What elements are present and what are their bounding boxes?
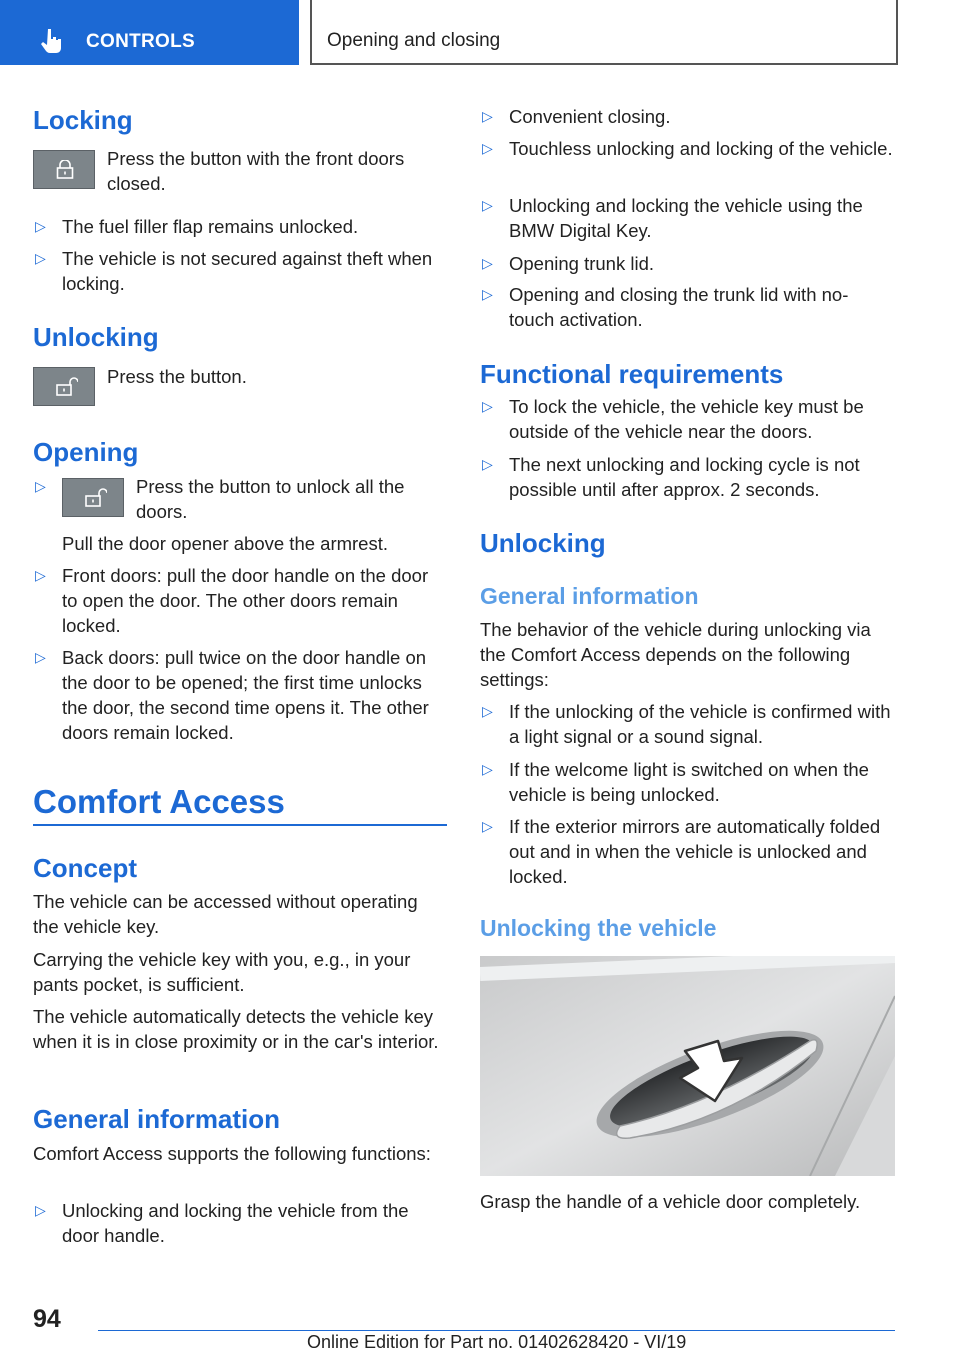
triangle-right-icon: ▷ [482,197,493,213]
lock-open-icon [56,377,78,397]
triangle-right-icon: ▷ [482,703,493,719]
triangle-right-icon: ▷ [35,649,46,665]
concept-heading: Concept [33,853,137,883]
list-item: ▷ Convenient closing. [482,106,671,127]
lock-button-image [33,150,95,189]
list-item: ▷ If the welcome light is switched on when the vehicle is being unlocked. [482,759,869,805]
concept-paragraph: Carrying the vehicle key with you, e.g., in your pants pocket, is sufficient. [33,949,411,995]
list-item: ▷ Unlocking and locking the vehicle using the BMW Digital Key. [482,195,863,241]
heading-rule [33,824,447,826]
list-item: ▷ The vehicle is not secured against theft when locking. [35,248,433,294]
edition-text: Online Edition for Part no. 01402628420 - VI/19 [307,1332,687,1352]
opening-step-sub: Pull the door opener above the armrest. [62,533,388,554]
unlocking-heading: Unlocking [480,528,606,558]
page-number: 94 [33,1305,61,1333]
list-item: ▷ The next unlocking and locking cycle is not possible until after approx. 2 seconds. [482,454,860,500]
list-item: ▷ The fuel filler flap remains unlocked. [35,216,359,237]
concept-paragraph: The vehicle can be accessed without operating the vehicle key. [33,891,418,937]
chapter-header [310,0,898,65]
opening-heading: Opening [33,437,139,467]
list-item: ▷ Front doors: pull the door handle on the door to open the door. The other doors remain locked. [35,565,429,636]
locking-heading: Locking [33,105,133,135]
list-item: ▷ Unlocking and locking the vehicle from the door handle. [35,1200,409,1246]
triangle-right-icon: ▷ [482,140,493,156]
list-item: ▷ Opening trunk lid. [482,253,655,274]
triangle-right-icon: ▷ [482,108,493,124]
hand-pointer-icon [40,28,64,54]
triangle-right-icon: ▷ [482,818,493,834]
triangle-right-icon: ▷ [482,398,493,414]
footer-rule [98,1330,895,1331]
unlock-button-image [62,478,124,517]
triangle-right-icon: ▷ [482,456,493,472]
list-item: ▷ Touchless unlocking and locking of the vehicle. [482,138,893,159]
triangle-right-icon: ▷ [482,286,493,302]
section-label: CONTROLS [86,31,196,52]
triangle-right-icon: ▷ [482,761,493,777]
general-info-text: The behavior of the vehicle during unlocking via the Comfort Access depends on the following settings: [480,619,871,690]
general-info-text: Comfort Access supports the following functions: [33,1143,431,1164]
door-handle-photo [480,956,895,1176]
opening-step-text: Press the button to unlock all the doors. [136,476,405,522]
triangle-right-icon: ▷ [35,218,46,234]
list-item: ▷ If the unlocking of the vehicle is confirmed with a light signal or a sound signal. [482,701,891,747]
lock-open-icon [85,488,107,508]
list-item: ▷ To lock the vehicle, the vehicle key must be outside of the vehicle near the doors. [482,396,864,442]
general-info-subheading: General information [480,583,699,609]
unlocking-heading: Unlocking [33,322,159,352]
photo-caption: Grasp the handle of a vehicle door completely. [480,1191,861,1212]
lock-closed-icon [56,160,74,180]
chapter-title: Opening and closing [327,30,501,51]
functional-requirements-heading: Functional requirements [480,359,784,389]
unlocking-vehicle-subheading: Unlocking the vehicle [480,915,717,941]
triangle-right-icon: ▷ [35,1202,46,1218]
unlock-button-image [33,367,95,406]
triangle-right-icon: ▷ [35,567,46,583]
list-item: ▷ If the exterior mirrors are automatically folded out and in when the vehicle is unlocked and locked. [482,816,881,887]
triangle-right-icon: ▷ [35,478,46,494]
list-item: ▷ Opening and closing the trunk lid with no-touch activation. [482,284,849,330]
triangle-right-icon: ▷ [482,255,493,271]
locking-text: Press the button with the front doors closed. [107,148,405,194]
unlocking-text: Press the button. [107,366,247,387]
concept-paragraph: The vehicle automatically detects the vehicle key when it is in close proximity or in the car's interior. [33,1006,439,1052]
general-info-heading: General information [33,1104,281,1134]
list-item: ▷ Back doors: pull twice on the door handle on the door to be opened; the first time unlocks the door, the second time opens it. The other doors remain locked. [35,647,429,743]
comfort-access-heading: Comfort Access [33,783,285,820]
triangle-right-icon: ▷ [35,250,46,266]
section-tab [0,0,299,65]
